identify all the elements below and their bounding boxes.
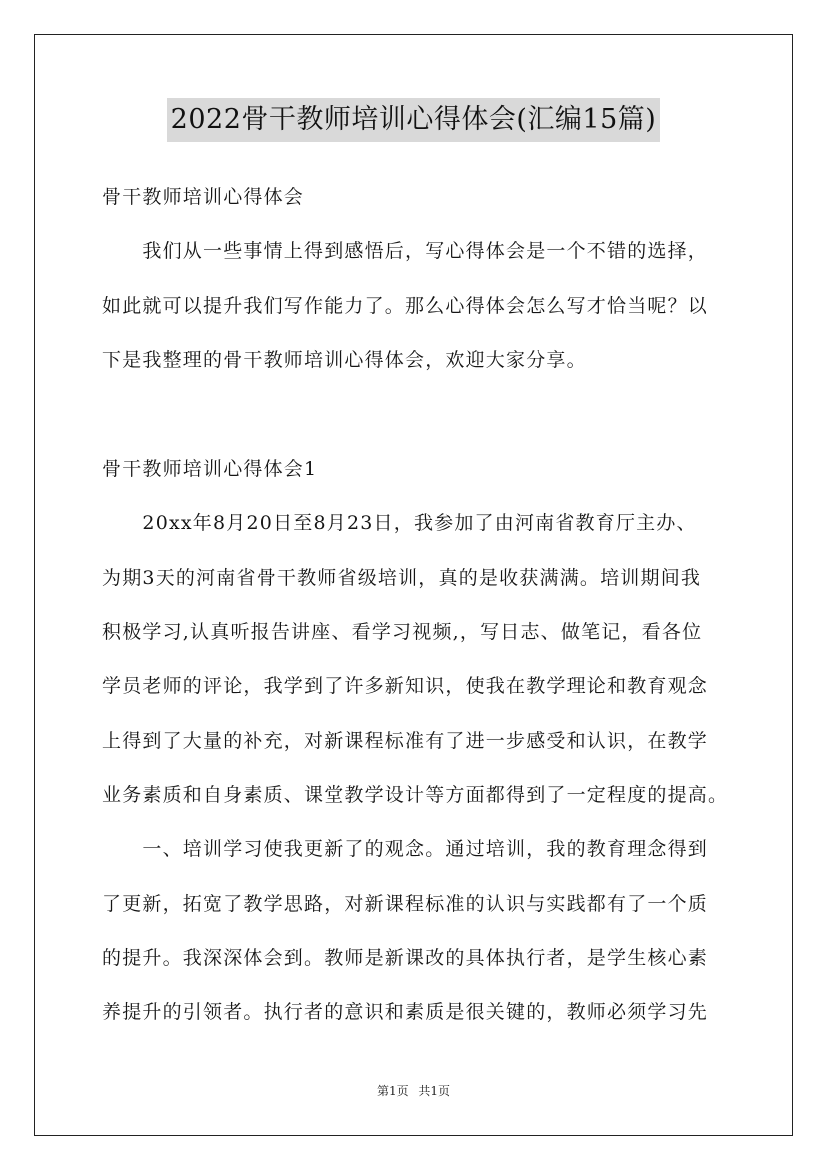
title-container [0, 98, 827, 142]
paragraph-line: 下是我整理的骨干教师培训心得体会，欢迎大家分享。 [102, 349, 587, 371]
paragraph-line: 了更新，拓宽了教学思路，对新课程标准的认识与实践都有了一个质 [102, 893, 709, 915]
page-footer [0, 1082, 827, 1099]
paragraph-line: 上得到了大量的补充，对新课程标准有了进一步感受和认识，在教学 [102, 730, 709, 752]
paragraph-line: 20xx年8月20日至8月23日，我参加了由河南省教育厅主办、 [102, 512, 697, 534]
paragraph-line: 学员老师的评论，我学到了许多新知识，使我在教学理论和教育观念 [102, 675, 709, 697]
paragraph-line: 我们从一些事情上得到感悟后，写心得体会是一个不错的选择， [102, 240, 709, 262]
paragraph-line: 业务素质和自身素质、课堂教学设计等方面都得到了一定程度的提高。 [102, 784, 729, 806]
section-heading: 骨干教师培训心得体会1 [102, 458, 318, 480]
paragraph-line: 一、培训学习使我更新了的观念。通过培训，我的教育理念得到 [102, 838, 709, 860]
paragraph-line: 如此就可以提升我们写作能力了。那么心得体会怎么写才恰当呢？以 [102, 295, 709, 317]
paragraph-line: 养提升的引领者。执行者的意识和素质是很关键的，教师必须学习先 [102, 1001, 709, 1023]
document-title: 2022骨干教师培训心得体会(汇编15篇) [167, 98, 661, 142]
page-number: 第1页 [376, 1084, 409, 1098]
section-heading: 骨干教师培训心得体会 [102, 186, 305, 208]
paragraph-line: 为期3天的河南省骨干教师省级培训，真的是收获满满。培训期间我 [102, 567, 702, 589]
paragraph-line: 积极学习,认真听报告讲座、看学习视频,，写日志、做笔记，看各位 [102, 621, 703, 643]
page-total: 共1页 [418, 1084, 451, 1098]
paragraph-line: 的提升。我深深体会到。教师是新课改的具体执行者，是学生核心素 [102, 947, 709, 969]
